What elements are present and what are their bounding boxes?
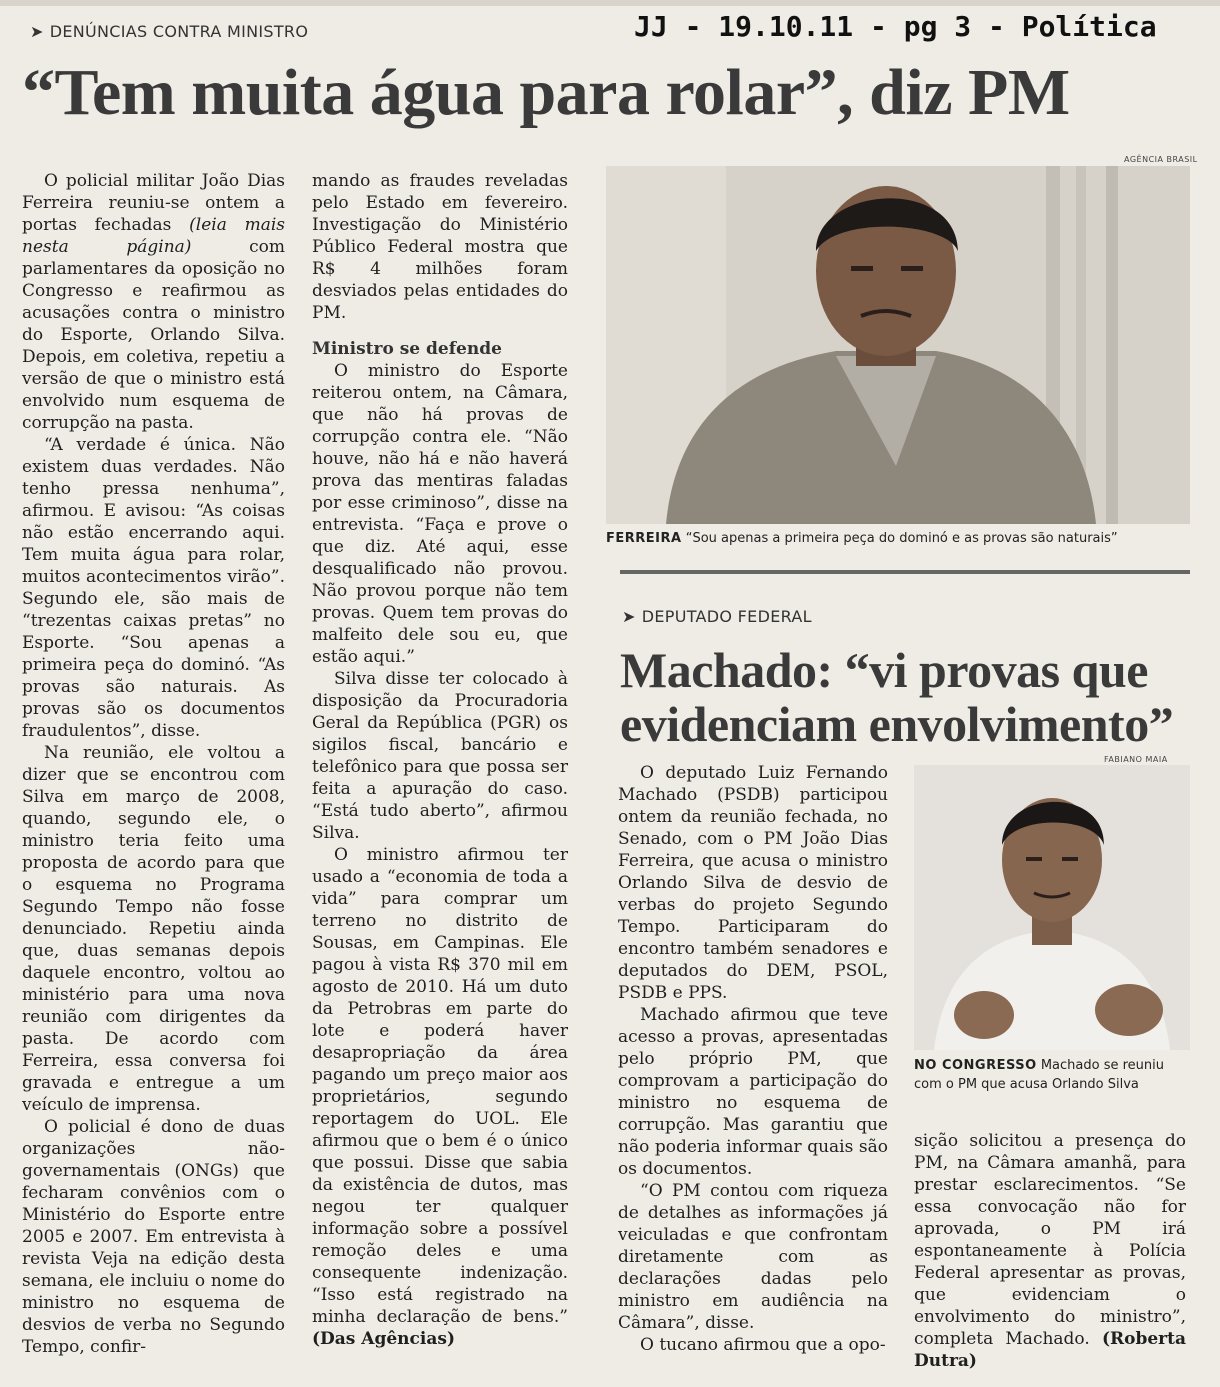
page-stamp: JJ - 19.10.11 - pg 3 - Política (634, 10, 1157, 43)
main-headline: “Tem muita água para rolar”, diz PM (22, 56, 1070, 129)
main-column-2 (312, 170, 568, 1350)
ferreira-photo-illustration (606, 166, 1190, 524)
machado-caption: NO CONGRESSO Machado se reuniu com o PM que acusa Orlando Silva (914, 1058, 1164, 1092)
ferreira-photo (606, 166, 1190, 524)
paragraph: Na reunião, ele voltou a dizer que se encontrou com Silva em março de 2008, quando, segundo ele, o ministro teria feito uma proposta de acordo para que o esquema no Programa Segundo Tempo não fosse denunciado. Repetiu ainda que, duas semanas depois daquele encontro, voltou ao ministério para uma nova reunião com dirigentes da pasta. De acordo com Ferreira, essa conversa foi gravada e entregue a um veículo de imprensa. (22, 743, 285, 1115)
machado-photo (914, 765, 1190, 1050)
second-column-a (618, 762, 888, 1356)
paragraph: mando as fraudes reveladas pelo Estado em fevereiro. Investigação do Ministério Público Federal mostra que R$ 4 milhões foram desviados pelas entidades do PM. (312, 171, 568, 323)
arrow-icon: ➤ (622, 607, 636, 626)
paragraph: “O PM contou com riqueza de detalhes as informações já veiculadas e que confrontam diretamente com as declarações dadas pelo ministro em audiência na Câmara”, disse. (618, 1181, 888, 1333)
top-edge (0, 0, 1220, 6)
main-column-1 (22, 170, 285, 1358)
subhead: Ministro se defende (312, 339, 502, 359)
paragraph: O tucano afirmou que a opo- (640, 1335, 886, 1355)
photo-credit: AGÊNCIA BRASIL (1124, 155, 1198, 164)
photo-credit: FABIANO MAIA (1104, 755, 1168, 764)
machado-photo-illustration (914, 765, 1190, 1050)
second-headline: Machado: “vi provas que evidenciam envolvimento” (620, 642, 1174, 752)
paragraph: Silva disse ter colocado à disposição da Procuradoria Geral da República (PGR) os sigilos fiscal, bancário e telefônico para que possa ser feita a apuração do caso. “Está tudo aberto”, afirmou Silva. (312, 669, 568, 843)
paragraph: “A verdade é única. Não existem duas verdades. Não tenho pressa nenhuma”, afirmou. E avisou: “As coisas não estão encerrando aqui. Tem muita água para rolar, muitos acontecimentos virão”. Segundo ele, são mais de “trezentas caixas pretas” no Esporte. “Sou apenas a primeira peça do dominó. “As provas são naturais. As provas são os documentos fraudulentos”, disse. (22, 435, 285, 741)
second-column-b (914, 1130, 1186, 1372)
section-rule (620, 570, 1190, 574)
paragraph: O policial militar João Dias Ferreira reuniu-se ontem a portas fechadas (leia mais nesta página) com parlamentares da oposição no Congresso e reafirmou as acusações contra o ministro do Esporte, Orlando Silva. Depois, em coletiva, repetiu a versão de que o ministro está envolvido num esquema de corrupção na pasta. (22, 171, 285, 433)
paragraph: O ministro afirmou ter usado a “economia de toda a vida” para comprar um terreno no distrito de Sousas, em Campinas. Ele pagou à vista R$ 370 mil em agosto de 2010. Há um duto da Petrobras em parte do lote e poderá haver desapropriação da área pagando um preço maior aos proprietários, segundo reportagem do UOL. Ele afirmou que o bem é o único que possui. Disse que sabia da existência de dutos, mas negou ter qualquer informação sobre a possível remoção deles e uma consequente indenização. “Isso está registrado na minha declaração de bens.” (Das Agências) (312, 845, 568, 1349)
second-kicker: ➤ DEPUTADO FEDERAL (622, 607, 812, 626)
arrow-icon: ➤ (30, 22, 44, 41)
paragraph: sição solicitou a presença do PM, na Câmara amanhã, para prestar esclarecimentos. “Se essa convocação não for aprovada, o PM irá espontaneamente à Polícia Federal apresentar as provas, que evidenciam o envolvimento do ministro”, completa Machado. (Roberta Dutra) (914, 1131, 1186, 1371)
paragraph: O policial é dono de duas organizações não-governamentais (ONGs) que fecharam convênios com o Ministério do Esporte entre 2005 e 2007. Em entrevista à revista Veja na edição desta semana, ele incluiu o nome do ministro no esquema de desvios de verba no Segundo Tempo, confir- (22, 1117, 285, 1357)
paragraph: Machado afirmou que teve acesso a provas, apresentadas pelo próprio PM, que comprovam a participação do ministro no esquema de corrupção. Mas garantiu que não poderia informar quais são os documentos. (618, 1005, 888, 1179)
paragraph: O deputado Luiz Fernando Machado (PSDB) participou ontem da reunião fechada, no Senado, com o PM João Dias Ferreira, que acusa o ministro Orlando Silva de desvio de verbas do projeto Segundo Tempo. Participaram do encontro também senadores e deputados do DEM, PSOL, PSDB e PPS. (618, 763, 888, 1003)
paragraph: O ministro do Esporte reiterou ontem, na Câmara, que não há provas de corrupção contra ele. “Não houve, não há e não haverá prova das mentiras faladas por esse criminoso”, disse na entrevista. “Faça e prove o que diz. Até aqui, esse desqualificado não provou. Não provou porque não tem provas. Quem tem provas do malfeito dele sou eu, que estão aqui.” (312, 361, 568, 667)
main-kicker: ➤ DENÚNCIAS CONTRA MINISTRO (30, 22, 309, 41)
ferreira-caption: FERREIRA “Sou apenas a primeira peça do dominó e as provas são naturais” (606, 531, 1118, 546)
